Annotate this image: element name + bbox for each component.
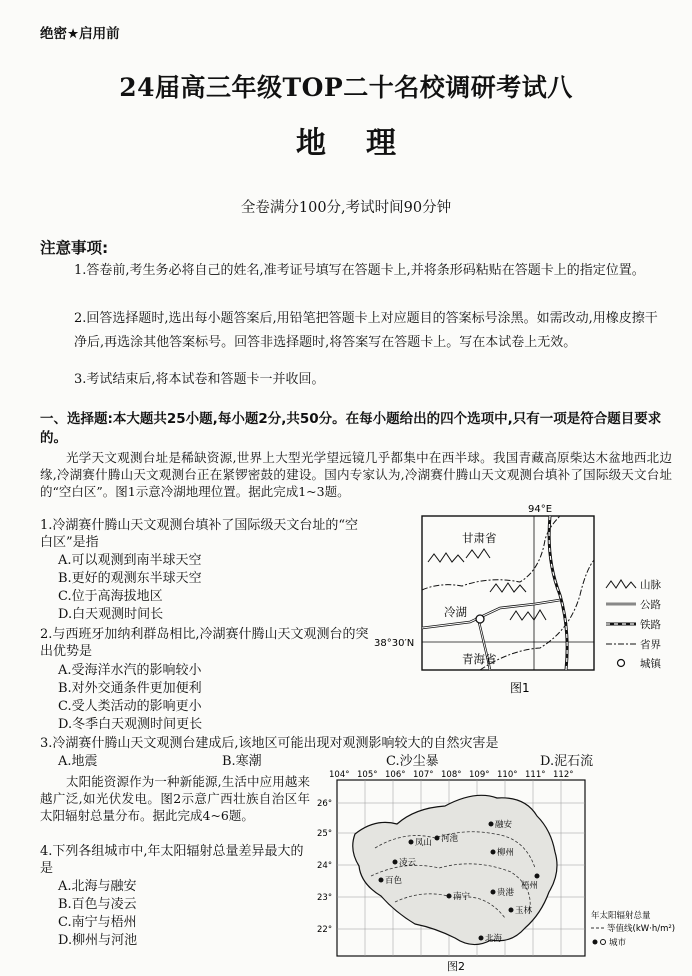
svg-text:22°: 22° — [317, 925, 333, 935]
question-3-option-a[interactable]: A.地震 — [58, 754, 98, 769]
svg-text:24°: 24° — [317, 861, 333, 871]
svg-text:112°: 112° — [553, 770, 574, 780]
label-gansu: 甘肃省 — [462, 531, 497, 545]
question-2-option-d[interactable]: D.冬季白天观测时间更长 — [58, 717, 203, 732]
question-2-option-c[interactable]: C.受人类活动的影响更小 — [58, 699, 202, 714]
note-item-3: 3.考试结束后,将本试卷和答题卡一并收回。 — [74, 372, 325, 387]
svg-text:融安: 融安 — [495, 820, 513, 830]
figure-1-legend — [606, 578, 662, 670]
svg-text:111°: 111° — [525, 770, 546, 780]
question-3-option-d[interactable]: D.泥石流 — [540, 754, 594, 769]
question-4-stem: 4.下列各组城市中,年太阳辐射总量差异最大的是 — [40, 844, 304, 876]
province-border — [422, 516, 560, 590]
figure-2-map — [315, 768, 677, 974]
svg-text:南宁: 南宁 — [453, 892, 471, 902]
question-3-stem: 3.冷湖赛什腾山天文观测台建成后,该地区可能出现对观测影响较大的自然灾害是 — [40, 736, 499, 751]
svg-text:柳州: 柳州 — [497, 848, 515, 858]
figure-1-map — [370, 500, 672, 702]
svg-text:110°: 110° — [497, 770, 518, 780]
lenghu-town — [476, 615, 484, 623]
svg-text:玉林: 玉林 — [515, 906, 533, 916]
svg-text:23°: 23° — [317, 893, 333, 903]
svg-text:城镇: 城镇 — [640, 658, 661, 670]
svg-text:109°: 109° — [469, 770, 490, 780]
score-info: 全卷满分100分,考试时间90分钟 — [240, 200, 452, 216]
intro-paragraph-2: 太阳能资源作为一种新能源,生活中应用越来越广泛,如光伏发电。图2示意广西壮族自治区年太阳辐射总量分布。据此完成4~6题。 — [40, 774, 310, 823]
svg-text:106°: 106° — [385, 770, 406, 780]
figure-1-longitude: 94°E — [528, 504, 553, 515]
svg-text:河池: 河池 — [441, 834, 459, 844]
subject-title: 地理 — [296, 126, 436, 161]
question-3-option-c[interactable]: C.沙尘暴 — [386, 754, 439, 769]
svg-text:省界: 省界 — [640, 639, 661, 651]
railway-line — [549, 516, 567, 670]
svg-text:百色: 百色 — [385, 876, 403, 886]
svg-text:108°: 108° — [441, 770, 462, 780]
svg-text:26°: 26° — [317, 799, 333, 809]
question-1-stem: 1.冷湖赛什腾山天文观测台填补了国际级天文台址的“空白区”是指 — [40, 518, 359, 550]
svg-text:105°: 105° — [357, 770, 378, 780]
svg-text:104°: 104° — [329, 770, 350, 780]
svg-text:凤山: 凤山 — [415, 838, 433, 848]
question-4-option-a[interactable]: A.北海与融安 — [58, 879, 137, 894]
svg-text:25°: 25° — [317, 829, 333, 839]
confidential-label: 绝密★启用前 — [40, 26, 120, 42]
svg-text:贵港: 贵港 — [497, 888, 515, 898]
highway-line — [422, 600, 560, 628]
svg-text:城市: 城市 — [609, 938, 627, 948]
figure-1-latitude: 38°30′N — [374, 638, 415, 649]
question-2-option-a[interactable]: A.受海洋水汽的影响较小 — [58, 663, 202, 678]
note-item-2: 2.回答选择题时,选出每小题答案后,用铅笔把答题卡上对应题目的答案标号涂黑。如需改动,用橡皮擦干净后,再选涂其他答案标号。回答非选择题时,将答案写在答题卡上。写在本试卷上无效。 — [74, 311, 658, 350]
question-2-option-b[interactable]: B.对外交通条件更加便利 — [58, 681, 202, 696]
label-qinghai: 青海省 — [462, 652, 497, 666]
exam-title: 24届高三年级TOP二十名校调研考试八 — [119, 73, 573, 102]
svg-text:年太阳辐射总量: 年太阳辐射总量 — [591, 911, 651, 921]
question-1-option-b[interactable]: B.更好的观测东半球天空 — [58, 571, 202, 586]
svg-text:等值线(kW·h/m²): 等值线(kW·h/m²) — [607, 924, 676, 934]
question-4-option-c[interactable]: C.南宁与梧州 — [58, 915, 137, 930]
question-4-option-b[interactable]: B.百色与凌云 — [58, 897, 137, 912]
svg-text:北海: 北海 — [485, 934, 503, 944]
svg-text:梧州: 梧州 — [521, 881, 539, 891]
figure-2-caption: 图2 — [447, 960, 465, 973]
figure-2-lon-ticks — [329, 770, 573, 780]
question-1-option-c[interactable]: C.位于高海拔地区 — [58, 589, 163, 604]
svg-text:公路: 公路 — [640, 599, 661, 611]
question-1-option-d[interactable]: D.白天观测时间长 — [58, 607, 164, 622]
svg-text:凌云: 凌云 — [399, 858, 417, 868]
question-4-option-d[interactable]: D.柳州与河池 — [58, 933, 138, 948]
intro-paragraph-1: 光学天文观测台址是稀缺资源,世界上大型光学望远镜几乎都集中在西半球。我国青藏高原柴达木盆地西北边缘,冷湖赛什腾山天文观测台正在紧锣密鼓的建设。国内专家认为,冷湖赛什腾山天文观测台填补了国际级天文台址的“空白区”。图1示意冷湖地理位置。据此完成1~3题。 — [40, 450, 672, 499]
svg-text:铁路: 铁路 — [640, 619, 661, 631]
section-heading: 一、选择题:本大题共25小题,每小题2分,共50分。在每小题给出的四个选项中,只有一项是符合题目要求的。 — [40, 411, 662, 446]
question-3-option-b[interactable]: B.寒潮 — [222, 754, 262, 769]
question-2-stem: 2.与西班牙加纳利群岛相比,冷湖赛什腾山天文观测台的突出优势是 — [40, 627, 369, 659]
svg-text:107°: 107° — [413, 770, 434, 780]
figure-2-lat-ticks — [317, 799, 332, 935]
guangxi-outline — [353, 795, 557, 944]
svg-text:山脉: 山脉 — [640, 579, 661, 591]
question-1-option-a[interactable]: A.可以观测到南半球天空 — [58, 553, 202, 568]
notes-heading: 注意事项: — [40, 239, 109, 257]
note-item-1: 1.答卷前,考生务必将自己的姓名,准考证号填写在答题卡上,并将条形码粘贴在答题卡上的指定位置。 — [74, 263, 645, 278]
label-lenghu: 冷湖 — [444, 605, 467, 619]
figure-1-caption: 图1 — [510, 681, 530, 695]
figure-2-legend — [591, 910, 675, 948]
